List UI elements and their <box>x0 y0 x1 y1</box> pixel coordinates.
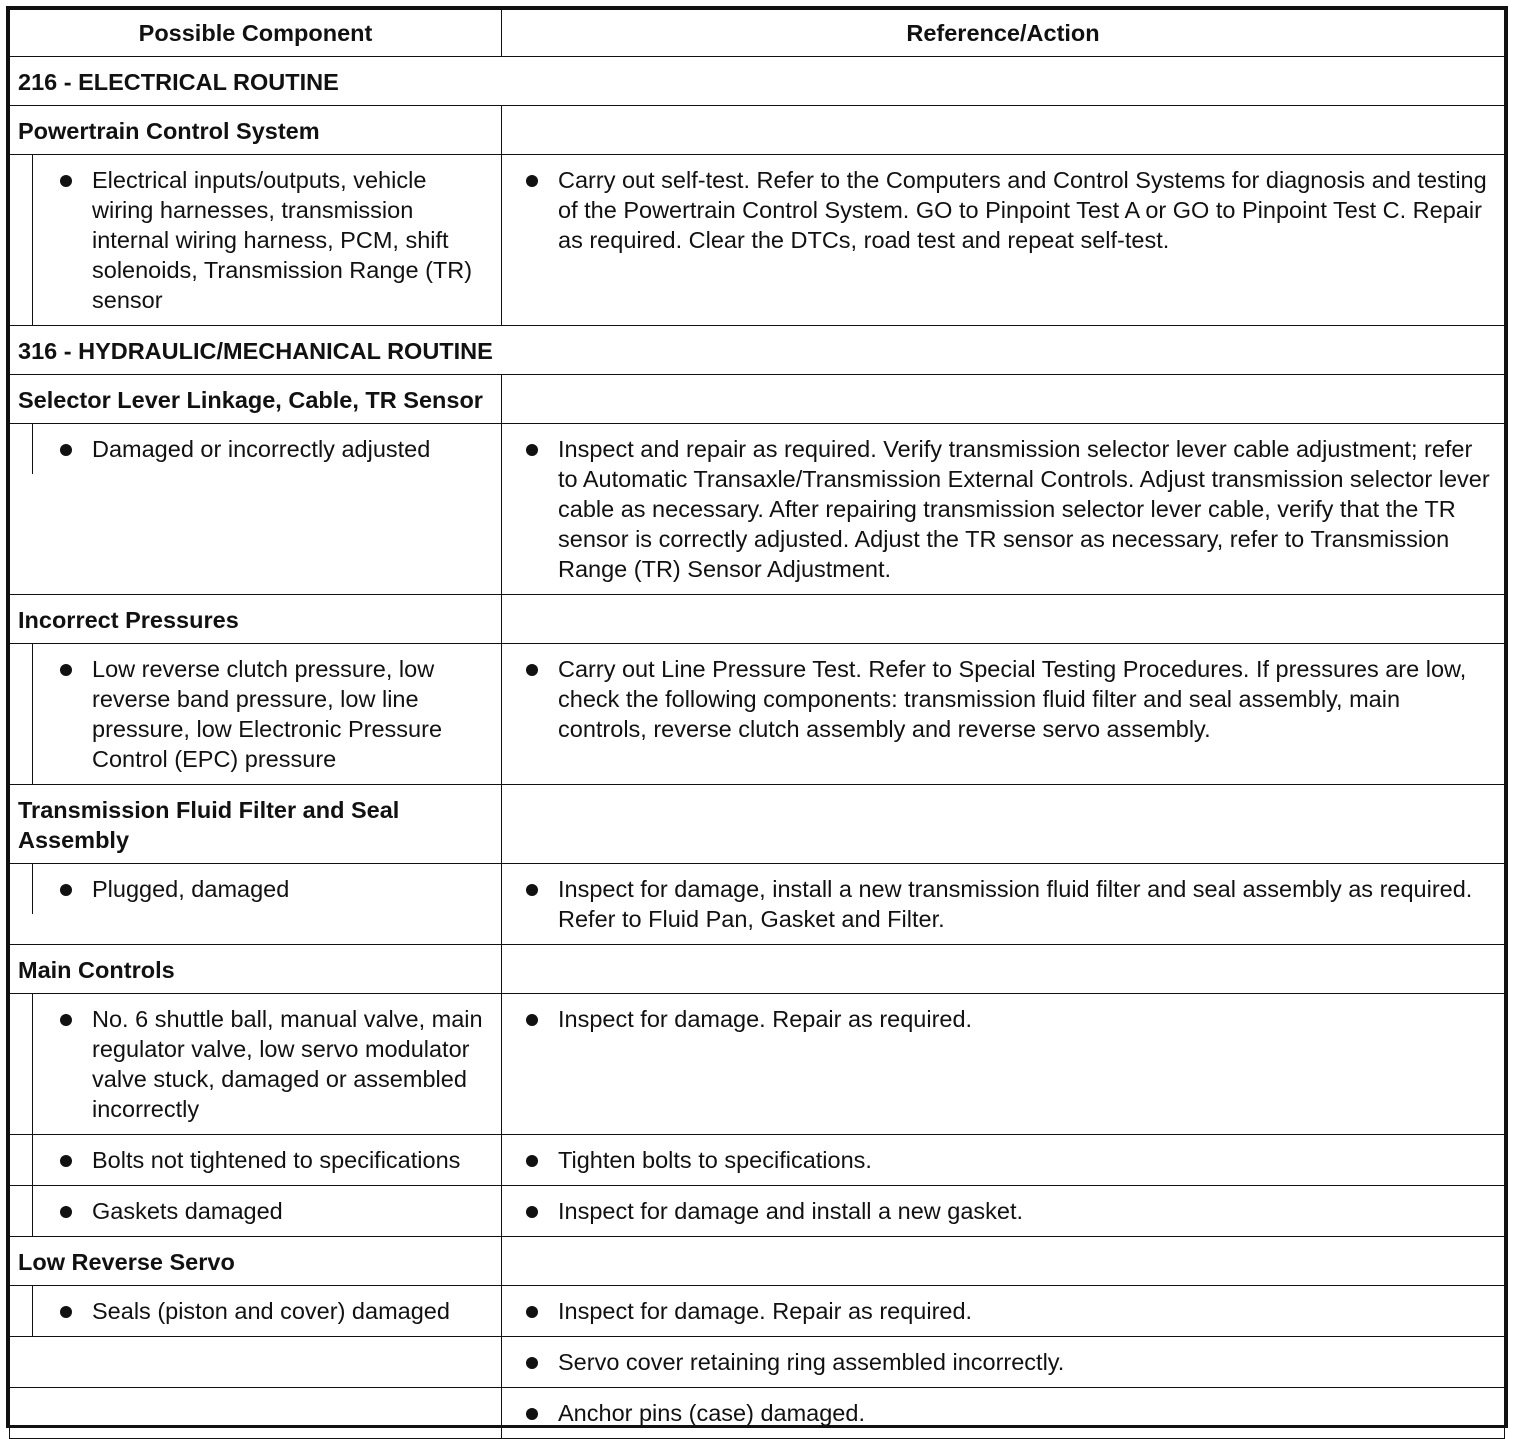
group-name: Main Controls <box>10 945 502 994</box>
component-cell <box>10 1388 502 1439</box>
action-text: Inspect for damage. Repair as required. <box>558 1006 973 1032</box>
group-row <box>10 785 1505 864</box>
column-header-component: Possible Component <box>10 10 502 57</box>
indent-rule <box>10 1186 33 1236</box>
component-text: Plugged, damaged <box>92 876 290 902</box>
action-text: Carry out Line Pressure Test. Refer to Special Testing Procedures. If pressures are low, check the following components: transmission fluid filter and seal assembly, main controls, reverse clutch assembly and reverse servo assembly. <box>558 656 1467 742</box>
bullet-icon <box>522 654 558 744</box>
action-text: Inspect for damage. Repair as required. <box>558 1298 973 1324</box>
section-title: 216 - ELECTRICAL ROUTINE <box>10 57 1505 106</box>
component-cell <box>10 644 502 785</box>
bullet-item <box>10 644 501 784</box>
bullet-icon <box>56 1296 92 1326</box>
component-cell <box>10 1337 502 1388</box>
action-text: Anchor pins (case) damaged. <box>558 1400 865 1426</box>
bullet-item <box>502 1388 1504 1438</box>
component-cell <box>10 994 502 1135</box>
action-cell <box>502 1388 1505 1439</box>
component-cell <box>10 864 502 945</box>
bullet-icon <box>56 654 92 774</box>
bullet-item <box>10 1186 501 1236</box>
bullet-item <box>10 1286 501 1336</box>
group-name: Selector Lever Linkage, Cable, TR Sensor <box>10 375 502 424</box>
table-row <box>10 1337 1505 1388</box>
bullet-item <box>10 424 501 474</box>
bullet-icon <box>56 1004 92 1124</box>
bullet-icon <box>522 1004 558 1034</box>
group-row <box>10 106 1505 155</box>
action-text: Carry out self-test. Refer to the Computers and Control Systems for diagnosis and testing of the Powertrain Control System. GO to Pinpoint Test A or GO to Pinpoint Test C. Repair as required. Clear the DTCs, road test and repeat self-test. <box>558 167 1487 253</box>
action-text: Servo cover retaining ring assembled incorrectly. <box>558 1349 1065 1375</box>
bullet-icon <box>522 1145 558 1175</box>
table-body <box>10 57 1505 1439</box>
group-action-empty <box>502 375 1505 424</box>
component-cell <box>10 155 502 326</box>
indent-rule <box>10 994 33 1134</box>
group-row <box>10 1237 1505 1286</box>
action-cell <box>502 644 1505 785</box>
bullet-icon <box>56 434 92 464</box>
bullet-icon <box>522 434 558 584</box>
indent-rule <box>10 1135 33 1185</box>
table-row <box>10 994 1505 1135</box>
action-cell <box>502 155 1505 326</box>
group-row <box>10 375 1505 424</box>
action-cell <box>502 1337 1505 1388</box>
bullet-icon <box>56 165 92 315</box>
bullet-item <box>502 1135 1504 1185</box>
group-name: Low Reverse Servo <box>10 1237 502 1286</box>
bullet-icon <box>522 165 558 255</box>
bullet-item <box>502 644 1504 754</box>
action-cell <box>502 424 1505 595</box>
bullet-item <box>10 864 501 914</box>
component-text: Bolts not tightened to specifications <box>92 1147 461 1173</box>
table-row <box>10 1135 1505 1186</box>
action-text: Inspect and repair as required. Verify transmission selector lever cable adjustment; refer to Automatic Transaxle/Transmission External Controls. Adjust transmission selector lever cable as necessary. After repairing transmission selector lever cable, verify that the TR sensor is correctly adjusted. Adjust the TR sensor as necessary, refer to Transmission Range (TR) Sensor Adjustment. <box>558 436 1490 582</box>
indent-rule <box>10 1286 33 1336</box>
group-name: Powertrain Control System <box>10 106 502 155</box>
bullet-item <box>502 994 1504 1044</box>
bullet-icon <box>522 1296 558 1326</box>
action-text: Tighten bolts to specifications. <box>558 1147 872 1173</box>
indent-rule <box>10 155 33 325</box>
bullet-item <box>502 424 1504 594</box>
bullet-icon <box>56 1145 92 1175</box>
indent-rule <box>10 424 33 474</box>
component-cell <box>10 424 502 595</box>
action-text: Inspect for damage and install a new gasket. <box>558 1198 1024 1224</box>
component-text: No. 6 shuttle ball, manual valve, main regulator valve, low servo modulator valve stuck, damaged or assembled incorrectly <box>92 1006 483 1122</box>
diagnosis-table <box>9 9 1505 1439</box>
bullet-item <box>10 155 501 325</box>
component-cell <box>10 1135 502 1186</box>
component-text: Electrical inputs/outputs, vehicle wiring harnesses, transmission internal wiring harness, PCM, shift solenoids, Transmission Range (TR) sensor <box>92 167 473 313</box>
section-row <box>10 57 1505 106</box>
action-text: Inspect for damage, install a new transmission fluid filter and seal assembly as required. Refer to Fluid Pan, Gasket and Filter. <box>558 876 1473 932</box>
action-cell <box>502 1286 1505 1337</box>
component-cell <box>10 1186 502 1237</box>
component-text: Gaskets damaged <box>92 1198 283 1224</box>
bullet-item <box>502 1337 1504 1387</box>
table-row <box>10 1286 1505 1337</box>
table-row <box>10 644 1505 785</box>
group-name: Incorrect Pressures <box>10 595 502 644</box>
action-cell <box>502 1186 1505 1237</box>
bullet-item <box>502 864 1504 944</box>
group-action-empty <box>502 1237 1505 1286</box>
group-row <box>10 595 1505 644</box>
section-row <box>10 326 1505 375</box>
component-text: Seals (piston and cover) damaged <box>92 1298 450 1324</box>
diagnosis-table-page <box>6 6 1508 1428</box>
indent-rule <box>10 864 33 914</box>
bullet-item <box>502 155 1504 265</box>
bullet-item <box>10 1135 501 1185</box>
group-row <box>10 945 1505 994</box>
bullet-icon <box>522 1398 558 1428</box>
bullet-icon <box>56 874 92 904</box>
table-row <box>10 1186 1505 1237</box>
table-row <box>10 1388 1505 1439</box>
action-cell <box>502 1135 1505 1186</box>
group-action-empty <box>502 945 1505 994</box>
column-header-action: Reference/Action <box>502 10 1505 57</box>
bullet-icon <box>522 874 558 934</box>
component-text: Damaged or incorrectly adjusted <box>92 436 431 462</box>
component-cell <box>10 1286 502 1337</box>
group-action-empty <box>502 595 1505 644</box>
bullet-icon <box>522 1196 558 1226</box>
group-action-empty <box>502 106 1505 155</box>
table-row <box>10 155 1505 326</box>
bullet-item <box>502 1286 1504 1336</box>
table-row <box>10 424 1505 595</box>
action-cell <box>502 864 1505 945</box>
table-header-row <box>10 10 1505 57</box>
group-action-empty <box>502 785 1505 864</box>
indent-rule <box>10 644 33 784</box>
bullet-item <box>10 994 501 1134</box>
component-text: Low reverse clutch pressure, low reverse band pressure, low line pressure, low Electronic Pressure Control (EPC) pressure <box>92 656 443 772</box>
bullet-icon <box>522 1347 558 1377</box>
bullet-item <box>502 1186 1504 1236</box>
bullet-icon <box>56 1196 92 1226</box>
group-name: Transmission Fluid Filter and Seal Assembly <box>10 785 502 864</box>
table-row <box>10 864 1505 945</box>
section-title: 316 - HYDRAULIC/MECHANICAL ROUTINE <box>10 326 1505 375</box>
action-cell <box>502 994 1505 1135</box>
